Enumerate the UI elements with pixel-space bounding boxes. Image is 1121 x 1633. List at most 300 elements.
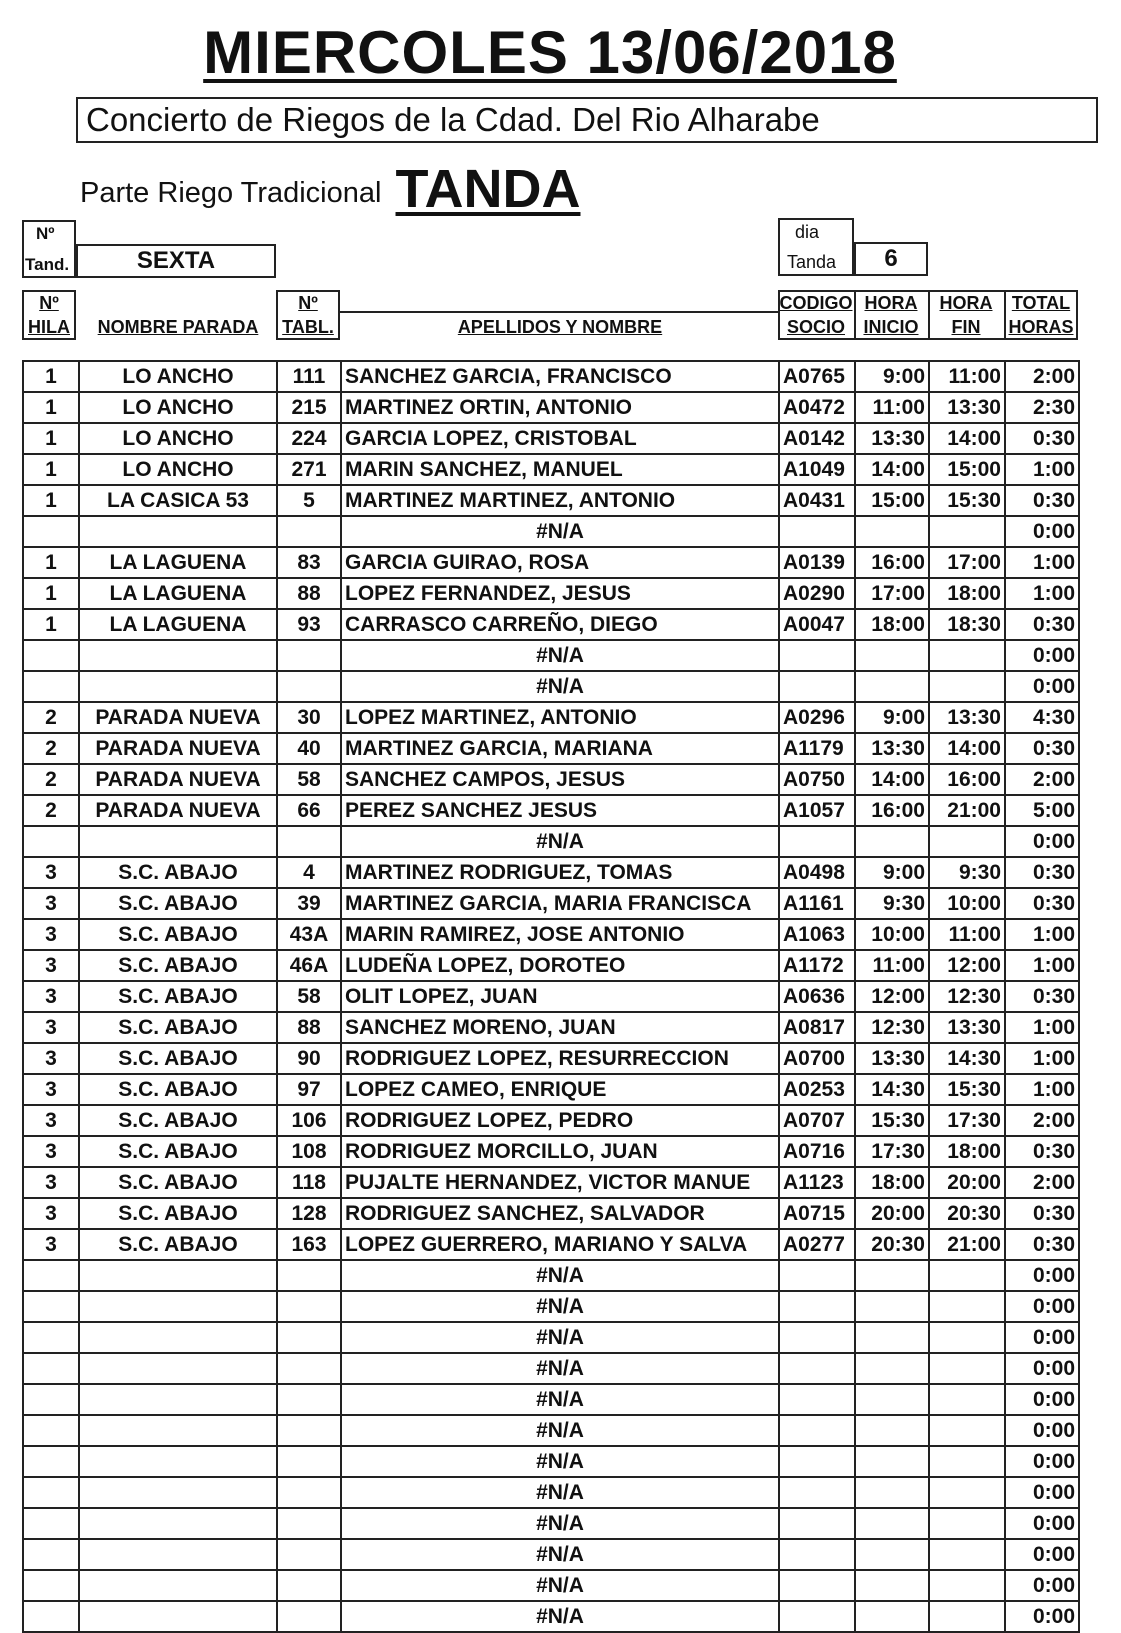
cell-parada xyxy=(79,1570,277,1601)
cell-hila: 3 xyxy=(23,857,79,888)
header-socio-bottom: SOCIO xyxy=(786,317,845,337)
cell-inicio: 13:30 xyxy=(855,423,929,454)
cell-fin: 16:00 xyxy=(929,764,1005,795)
page-title: MIERCOLES 13/06/2018 xyxy=(203,19,897,86)
cell-socio: A0750 xyxy=(779,764,855,795)
cell-fin: 11:00 xyxy=(929,919,1005,950)
cell-socio xyxy=(779,1291,855,1322)
cell-hila xyxy=(23,1570,79,1601)
cell-inicio: 9:00 xyxy=(855,857,929,888)
cell-parada xyxy=(79,1446,277,1477)
cell-tabl: 163 xyxy=(277,1229,341,1260)
cell-socio: A0472 xyxy=(779,392,855,423)
cell-fin: 18:00 xyxy=(929,578,1005,609)
cell-total: 0:00 xyxy=(1005,640,1079,671)
cell-total: 0:00 xyxy=(1005,1601,1079,1632)
cell-parada: LA CASICA 53 xyxy=(79,485,277,516)
cell-nombre: RODRIGUEZ LOPEZ, RESURRECCION xyxy=(341,1043,779,1074)
cell-fin: 15:00 xyxy=(929,454,1005,485)
cell-socio xyxy=(779,1260,855,1291)
cell-nombre: LOPEZ MARTINEZ, ANTONIO xyxy=(341,702,779,733)
cell-parada: LO ANCHO xyxy=(79,454,277,485)
cell-parada xyxy=(79,1260,277,1291)
table-row xyxy=(23,1229,1079,1260)
cell-parada: S.C. ABAJO xyxy=(79,888,277,919)
cell-socio: A0431 xyxy=(779,485,855,516)
cell-total: 2:00 xyxy=(1005,764,1079,795)
dia-label: dia xyxy=(795,222,820,242)
cell-tabl: 271 xyxy=(277,454,341,485)
cell-fin xyxy=(929,826,1005,857)
cell-parada: S.C. ABAJO xyxy=(79,919,277,950)
cell-fin xyxy=(929,1477,1005,1508)
cell-total: 1:00 xyxy=(1005,950,1079,981)
table-row xyxy=(23,361,1079,392)
table-row xyxy=(23,423,1079,454)
cell-parada xyxy=(79,640,277,671)
cell-fin: 11:00 xyxy=(929,361,1005,392)
header-fin-bottom: FIN xyxy=(951,317,981,337)
cell-tabl: 118 xyxy=(277,1167,341,1198)
cell-hila: 3 xyxy=(23,1167,79,1198)
table-row xyxy=(23,795,1079,826)
cell-socio xyxy=(779,826,855,857)
cell-nombre: #N/A xyxy=(341,1384,779,1415)
cell-nombre: PUJALTE HERNANDEZ, VICTOR MANUE xyxy=(341,1167,779,1198)
cell-tabl xyxy=(277,1570,341,1601)
cell-socio xyxy=(779,1384,855,1415)
cell-socio: A0047 xyxy=(779,609,855,640)
cell-parada: LO ANCHO xyxy=(79,423,277,454)
cell-tabl: 66 xyxy=(277,795,341,826)
cell-total: 0:00 xyxy=(1005,1322,1079,1353)
cell-socio xyxy=(779,516,855,547)
cell-fin xyxy=(929,640,1005,671)
table-row xyxy=(23,857,1079,888)
table-row xyxy=(23,1508,1079,1539)
cell-tabl xyxy=(277,1508,341,1539)
cell-nombre: RODRIGUEZ LOPEZ, PEDRO xyxy=(341,1105,779,1136)
cell-socio: A1049 xyxy=(779,454,855,485)
cell-total: 1:00 xyxy=(1005,919,1079,950)
cell-hila: 3 xyxy=(23,1043,79,1074)
cell-parada: S.C. ABAJO xyxy=(79,981,277,1012)
cell-nombre: MARTINEZ GARCIA, MARIA FRANCISCA xyxy=(341,888,779,919)
cell-fin: 13:30 xyxy=(929,392,1005,423)
header-nombre: APELLIDOS Y NOMBRE xyxy=(457,317,663,337)
cell-total: 4:30 xyxy=(1005,702,1079,733)
cell-tabl: 40 xyxy=(277,733,341,764)
cell-hila xyxy=(23,1353,79,1384)
cell-inicio xyxy=(855,671,929,702)
table-row xyxy=(23,1539,1079,1570)
table-row xyxy=(23,1601,1079,1632)
cell-nombre: #N/A xyxy=(341,1539,779,1570)
cell-tabl: 224 xyxy=(277,423,341,454)
cell-tabl: 43A xyxy=(277,919,341,950)
cell-fin xyxy=(929,1415,1005,1446)
cell-fin: 13:30 xyxy=(929,702,1005,733)
cell-inicio: 17:00 xyxy=(855,578,929,609)
cell-nombre: MARIN SANCHEZ, MANUEL xyxy=(341,454,779,485)
cell-total: 1:00 xyxy=(1005,1012,1079,1043)
cell-parada: LO ANCHO xyxy=(79,361,277,392)
cell-inicio xyxy=(855,1260,929,1291)
cell-nombre: LOPEZ CAMEO, ENRIQUE xyxy=(341,1074,779,1105)
cell-socio: A0253 xyxy=(779,1074,855,1105)
table-row xyxy=(23,1446,1079,1477)
cell-tabl: 39 xyxy=(277,888,341,919)
cell-hila xyxy=(23,640,79,671)
cell-socio: A0765 xyxy=(779,361,855,392)
cell-parada: PARADA NUEVA xyxy=(79,702,277,733)
cell-nombre: #N/A xyxy=(341,1353,779,1384)
cell-parada: S.C. ABAJO xyxy=(79,950,277,981)
cell-inicio: 12:30 xyxy=(855,1012,929,1043)
cell-socio xyxy=(779,1446,855,1477)
subtitle-box: Concierto de Riegos de la Cdad. Del Rio Alharabe xyxy=(76,97,1098,143)
cell-socio: A1179 xyxy=(779,733,855,764)
cell-nombre: #N/A xyxy=(341,826,779,857)
cell-nombre: GARCIA GUIRAO, ROSA xyxy=(341,547,779,578)
cell-parada xyxy=(79,516,277,547)
cell-fin: 17:00 xyxy=(929,547,1005,578)
cell-total: 0:30 xyxy=(1005,1198,1079,1229)
cell-fin: 15:30 xyxy=(929,485,1005,516)
cell-fin: 14:00 xyxy=(929,423,1005,454)
table-row xyxy=(23,609,1079,640)
cell-inicio: 13:30 xyxy=(855,1043,929,1074)
parte-label: Parte Riego Tradicional xyxy=(80,177,382,209)
cell-total: 0:00 xyxy=(1005,1415,1079,1446)
cell-total: 0:00 xyxy=(1005,516,1079,547)
cell-nombre: #N/A xyxy=(341,1415,779,1446)
cell-inicio: 9:30 xyxy=(855,888,929,919)
dia-value-box xyxy=(854,242,928,276)
cell-nombre: #N/A xyxy=(341,1477,779,1508)
tanda-num-label: Nº xyxy=(36,224,55,243)
cell-tabl: 111 xyxy=(277,361,341,392)
cell-total: 0:30 xyxy=(1005,485,1079,516)
cell-fin: 21:00 xyxy=(929,1229,1005,1260)
cell-hila xyxy=(23,1539,79,1570)
cell-fin xyxy=(929,1570,1005,1601)
table-row xyxy=(23,981,1079,1012)
cell-total: 0:00 xyxy=(1005,1291,1079,1322)
cell-parada: S.C. ABAJO xyxy=(79,1105,277,1136)
table-row xyxy=(23,640,1079,671)
cell-parada: PARADA NUEVA xyxy=(79,795,277,826)
cell-tabl xyxy=(277,1291,341,1322)
table-row xyxy=(23,1167,1079,1198)
cell-nombre: MARTINEZ MARTINEZ, ANTONIO xyxy=(341,485,779,516)
cell-fin: 18:30 xyxy=(929,609,1005,640)
cell-hila: 2 xyxy=(23,733,79,764)
table-row xyxy=(23,1105,1079,1136)
cell-hila: 1 xyxy=(23,547,79,578)
cell-fin xyxy=(929,516,1005,547)
table-row xyxy=(23,1384,1079,1415)
riego-table xyxy=(22,360,1080,1633)
cell-total: 2:00 xyxy=(1005,1105,1079,1136)
cell-nombre: #N/A xyxy=(341,671,779,702)
cell-tabl xyxy=(277,826,341,857)
cell-parada xyxy=(79,671,277,702)
cell-inicio xyxy=(855,1291,929,1322)
cell-inicio: 14:30 xyxy=(855,1074,929,1105)
cell-hila xyxy=(23,1260,79,1291)
cell-hila: 2 xyxy=(23,702,79,733)
cell-hila: 3 xyxy=(23,981,79,1012)
cell-hila: 3 xyxy=(23,1105,79,1136)
cell-total: 1:00 xyxy=(1005,1043,1079,1074)
cell-fin: 12:30 xyxy=(929,981,1005,1012)
cell-nombre: LOPEZ GUERRERO, MARIANO Y SALVA xyxy=(341,1229,779,1260)
cell-total: 0:30 xyxy=(1005,1136,1079,1167)
table-row xyxy=(23,1353,1079,1384)
cell-total: 0:00 xyxy=(1005,1446,1079,1477)
cell-fin: 20:00 xyxy=(929,1167,1005,1198)
cell-inicio xyxy=(855,1415,929,1446)
cell-hila: 1 xyxy=(23,609,79,640)
cell-hila xyxy=(23,1322,79,1353)
cell-nombre: #N/A xyxy=(341,1508,779,1539)
cell-inicio: 18:00 xyxy=(855,1167,929,1198)
cell-tabl: 215 xyxy=(277,392,341,423)
cell-socio: A1161 xyxy=(779,888,855,919)
cell-hila xyxy=(23,1601,79,1632)
cell-inicio xyxy=(855,640,929,671)
table-row xyxy=(23,1012,1079,1043)
table-row xyxy=(23,1291,1079,1322)
cell-tabl: 88 xyxy=(277,1012,341,1043)
cell-tabl: 58 xyxy=(277,981,341,1012)
cell-inicio xyxy=(855,1601,929,1632)
cell-tabl: 128 xyxy=(277,1198,341,1229)
cell-inicio: 16:00 xyxy=(855,547,929,578)
cell-socio xyxy=(779,1477,855,1508)
cell-fin xyxy=(929,1291,1005,1322)
cell-total: 0:30 xyxy=(1005,857,1079,888)
cell-tabl: 46A xyxy=(277,950,341,981)
cell-total: 1:00 xyxy=(1005,547,1079,578)
cell-tabl xyxy=(277,1415,341,1446)
table-row xyxy=(23,671,1079,702)
cell-hila: 3 xyxy=(23,1012,79,1043)
cell-tabl: 106 xyxy=(277,1105,341,1136)
table-row xyxy=(23,392,1079,423)
cell-inicio: 15:30 xyxy=(855,1105,929,1136)
cell-socio xyxy=(779,1322,855,1353)
cell-total: 0:30 xyxy=(1005,733,1079,764)
cell-tabl: 83 xyxy=(277,547,341,578)
cell-parada xyxy=(79,1384,277,1415)
cell-socio xyxy=(779,1508,855,1539)
cell-inicio: 12:00 xyxy=(855,981,929,1012)
cell-socio: A0700 xyxy=(779,1043,855,1074)
cell-hila xyxy=(23,1477,79,1508)
cell-inicio: 20:30 xyxy=(855,1229,929,1260)
cell-fin: 10:00 xyxy=(929,888,1005,919)
cell-nombre: #N/A xyxy=(341,1322,779,1353)
cell-hila: 2 xyxy=(23,795,79,826)
cell-nombre: LUDEÑA LOPEZ, DOROTEO xyxy=(341,950,779,981)
cell-fin: 18:00 xyxy=(929,1136,1005,1167)
cell-inicio: 14:00 xyxy=(855,764,929,795)
cell-parada: S.C. ABAJO xyxy=(79,1012,277,1043)
cell-tabl: 93 xyxy=(277,609,341,640)
header-parada: NOMBRE PARADA xyxy=(97,317,259,337)
tanda-value: SEXTA xyxy=(136,247,216,274)
table-row xyxy=(23,950,1079,981)
cell-total: 0:00 xyxy=(1005,1260,1079,1291)
cell-hila xyxy=(23,671,79,702)
header-inicio-bottom: INICIO xyxy=(863,317,919,337)
cell-nombre: MARTINEZ RODRIGUEZ, TOMAS xyxy=(341,857,779,888)
cell-parada xyxy=(79,1539,277,1570)
cell-fin xyxy=(929,1260,1005,1291)
cell-fin: 14:00 xyxy=(929,733,1005,764)
cell-hila: 1 xyxy=(23,392,79,423)
table-row xyxy=(23,454,1079,485)
cell-socio xyxy=(779,1353,855,1384)
cell-nombre: #N/A xyxy=(341,1570,779,1601)
cell-socio: A0498 xyxy=(779,857,855,888)
cell-nombre: MARIN RAMIREZ, JOSE ANTONIO xyxy=(341,919,779,950)
cell-inicio xyxy=(855,826,929,857)
cell-fin xyxy=(929,1384,1005,1415)
cell-tabl xyxy=(277,1260,341,1291)
cell-parada: S.C. ABAJO xyxy=(79,1167,277,1198)
cell-parada xyxy=(79,1508,277,1539)
cell-nombre: #N/A xyxy=(341,1291,779,1322)
cell-inicio xyxy=(855,1539,929,1570)
cell-total: 0:30 xyxy=(1005,609,1079,640)
cell-fin: 9:30 xyxy=(929,857,1005,888)
cell-fin: 15:30 xyxy=(929,1074,1005,1105)
header-socio-top: CODIGO xyxy=(779,293,853,313)
table-row xyxy=(23,702,1079,733)
cell-parada xyxy=(79,1477,277,1508)
cell-parada: PARADA NUEVA xyxy=(79,764,277,795)
cell-hila: 3 xyxy=(23,1074,79,1105)
table-row xyxy=(23,516,1079,547)
cell-inicio: 16:00 xyxy=(855,795,929,826)
cell-hila: 1 xyxy=(23,578,79,609)
cell-inicio xyxy=(855,1508,929,1539)
cell-fin: 14:30 xyxy=(929,1043,1005,1074)
cell-parada: S.C. ABAJO xyxy=(79,857,277,888)
header-tabl-bottom: TABL. xyxy=(282,317,334,337)
dia-tanda-label: Tanda xyxy=(787,252,837,272)
cell-fin: 20:30 xyxy=(929,1198,1005,1229)
table-row xyxy=(23,485,1079,516)
table-row xyxy=(23,578,1079,609)
cell-inicio: 17:30 xyxy=(855,1136,929,1167)
cell-total: 0:00 xyxy=(1005,1353,1079,1384)
parte-heading xyxy=(80,158,580,220)
header-hila-top: Nº xyxy=(39,293,59,313)
cell-nombre: #N/A xyxy=(341,516,779,547)
cell-inicio: 14:00 xyxy=(855,454,929,485)
cell-tabl xyxy=(277,1601,341,1632)
cell-tabl: 97 xyxy=(277,1074,341,1105)
cell-total: 0:30 xyxy=(1005,981,1079,1012)
cell-nombre: #N/A xyxy=(341,640,779,671)
cell-parada xyxy=(79,1291,277,1322)
cell-hila: 3 xyxy=(23,1136,79,1167)
cell-inicio xyxy=(855,1477,929,1508)
header-tabl-top: Nº xyxy=(298,293,318,313)
cell-hila: 1 xyxy=(23,423,79,454)
cell-tabl xyxy=(277,1539,341,1570)
table-row xyxy=(23,1477,1079,1508)
cell-inicio xyxy=(855,1322,929,1353)
cell-fin xyxy=(929,1446,1005,1477)
cell-socio: A0817 xyxy=(779,1012,855,1043)
cell-fin: 12:00 xyxy=(929,950,1005,981)
cell-hila: 1 xyxy=(23,454,79,485)
cell-socio: A0715 xyxy=(779,1198,855,1229)
cell-parada xyxy=(79,1322,277,1353)
cell-inicio xyxy=(855,516,929,547)
cell-socio: A0290 xyxy=(779,578,855,609)
cell-inicio: 20:00 xyxy=(855,1198,929,1229)
cell-hila xyxy=(23,1446,79,1477)
tanda-word: TANDA xyxy=(395,159,581,219)
cell-hila xyxy=(23,1415,79,1446)
cell-socio xyxy=(779,1601,855,1632)
cell-tabl: 90 xyxy=(277,1043,341,1074)
table-row xyxy=(23,764,1079,795)
cell-socio: A0142 xyxy=(779,423,855,454)
cell-nombre: PEREZ SANCHEZ JESUS xyxy=(341,795,779,826)
cell-inicio: 13:30 xyxy=(855,733,929,764)
cell-inicio: 9:00 xyxy=(855,702,929,733)
cell-inicio xyxy=(855,1384,929,1415)
cell-tabl xyxy=(277,1353,341,1384)
table-row xyxy=(23,919,1079,950)
cell-fin xyxy=(929,1322,1005,1353)
cell-inicio: 15:00 xyxy=(855,485,929,516)
cell-socio: A1172 xyxy=(779,950,855,981)
cell-inicio xyxy=(855,1353,929,1384)
table-row xyxy=(23,733,1079,764)
cell-inicio: 18:00 xyxy=(855,609,929,640)
cell-parada xyxy=(79,826,277,857)
cell-tabl: 58 xyxy=(277,764,341,795)
cell-total: 1:00 xyxy=(1005,578,1079,609)
cell-socio: A0277 xyxy=(779,1229,855,1260)
cell-inicio xyxy=(855,1446,929,1477)
cell-nombre: #N/A xyxy=(341,1601,779,1632)
cell-parada xyxy=(79,1353,277,1384)
header-fin-top: HORA xyxy=(939,293,993,313)
table-row xyxy=(23,1260,1079,1291)
cell-tabl xyxy=(277,1322,341,1353)
cell-parada xyxy=(79,1415,277,1446)
cell-tabl: 88 xyxy=(277,578,341,609)
cell-total: 0:30 xyxy=(1005,423,1079,454)
cell-hila: 3 xyxy=(23,919,79,950)
table-row xyxy=(23,1198,1079,1229)
cell-parada: S.C. ABAJO xyxy=(79,1229,277,1260)
cell-fin xyxy=(929,1601,1005,1632)
cell-parada: LA LAGUENA xyxy=(79,609,277,640)
cell-nombre: GARCIA LOPEZ, CRISTOBAL xyxy=(341,423,779,454)
cell-hila xyxy=(23,1508,79,1539)
cell-socio: A0636 xyxy=(779,981,855,1012)
